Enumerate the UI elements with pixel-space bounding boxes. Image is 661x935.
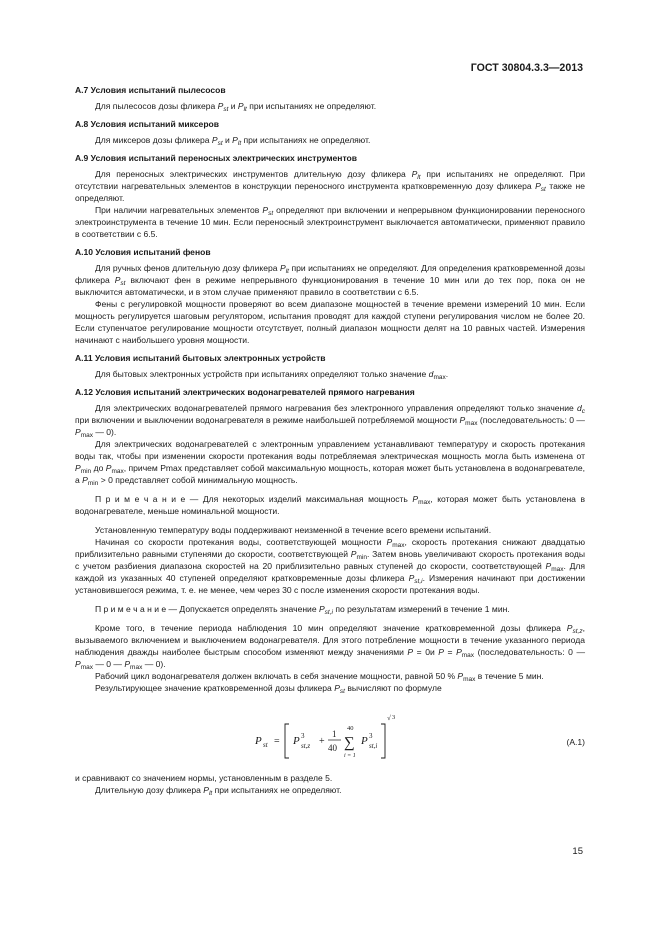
formula-equals: = xyxy=(274,736,280,747)
section-a7-text: Для пылесосов дозы фликера $P_{st}$ и $P_{lt}$ при испытаниях не определяют. xyxy=(95,101,377,113)
formula-graphic xyxy=(75,702,585,772)
formula-term2-sub: st,i xyxy=(369,742,378,750)
formula-sum-lower: i = 1 xyxy=(344,753,356,759)
section-a12-para-2: Для электрических водонагревателей с электронным управлением устанавливают температуру и скорость протекания воды так, чтобы при изменении скорости протекания воды потребляемая электрическая мощность могла быть изменена от $P_{min}$ до $P_{max}$, причем Pmax представляет собой максимальную мощность, которая может быть установлена в водонагревателе, а $P_{min} > 0$ представляет собой минимальную мощность. xyxy=(75,439,585,487)
section-a11-heading: А.11 Условия испытаний бытовых электронных устройств xyxy=(75,353,326,363)
formula-plus: + xyxy=(319,736,325,747)
formula-frac-num: 1 xyxy=(332,729,337,739)
note-1: П р и м е ч а н и е — Для некоторых изделий максимальная мощность $P_{max}$, которая может быть установлена в водонагревателе, меньше номинальной мощности. xyxy=(75,494,585,516)
formula-a1 xyxy=(75,702,585,772)
note-2: П р и м е ч а н и е — Допускается определять значение $P_{st,i}$ по результатам измерений в течение 1 мин. xyxy=(95,604,510,616)
formula-term2-pow: 3 xyxy=(369,732,373,740)
formula-left-bracket xyxy=(285,724,289,758)
formula-term2-p: P xyxy=(361,735,368,747)
section-a11-text: Для бытовых электронных устройств при испытаниях определяют только значение $d_{max}$. xyxy=(95,369,449,381)
section-a7-heading: А.7 Условия испытаний пылесосов xyxy=(75,85,226,95)
section-a8-heading: А.8 Условия испытаний миксеров xyxy=(75,119,220,129)
section-a12-para-4: Начиная со скорости протекания воды, соответствующей мощности $P_{max}$, скорость протекания снижают двадцатью приблизительно равными ступенями до скорости, соответствующей $P_{min}$. Затем вновь увеличивают скорость протекания воды с учетом разбиения диапазона скоростей на 20 приблизительно равных ступеней до скорости, соответствующей $P_{max}$. Для каждой из указанных 40 ступеней определяют кратковременные дозы фликера $P_{st,i}$. Измерения начинают при достижении установившегося режима, т. е. не менее, чем через 30 с после изменения скорости протекания воды. xyxy=(75,537,586,595)
page-content xyxy=(75,80,585,796)
formula-sigma: ∑ xyxy=(344,735,355,751)
section-a12-para-5: Кроме того, в течение периода наблюдения 10 мин определяют значение кратковременной дозы фликера $P_{st,z}$, вызываемого включением и выключением водонагревателя. Для этого потребление мощности в течение указанного периода наблюдения дважды наиболее быстрым способом изменяют между значениями P = 0и $P = P_{max}$ (последовательность: 0 — $P_{max}$ — 0 — $P_{max}$ — 0). xyxy=(75,623,585,671)
page-number: 15 xyxy=(572,846,583,857)
section-a12-para-6: Рабочий цикл водонагревателя должен включать в себя значение мощности, равной 50 % $P_{max}$ в течение 5 мин. xyxy=(95,671,544,683)
section-a12-para-1: Для электрических водонагревателей прямого нагревания без электронного управления определяют только значение $d_c$ при включении и выключении водонагревателя в режиме наибольшей потребляемой мощности $P_{max}$ (последовательность: 0 — $P_{max}$ — 0). xyxy=(75,403,585,439)
section-a10-heading: А.10 Условия испытаний фенов xyxy=(75,247,211,257)
standard-header: ГОСТ 30804.3.3—2013 xyxy=(470,62,583,74)
section-a12-para-9: Длительную дозу фликера $P_{lt}$ при испытаниях не определяют. xyxy=(95,785,342,797)
formula-number: (А.1) xyxy=(566,737,585,747)
formula-term1-p: P xyxy=(293,735,300,747)
formula-root-index: 3 xyxy=(392,714,396,721)
section-a10-para-2: Фены с регулировкой мощности проверяют во всем диапазоне мощностей в течение времени измерений 10 мин. Если мощность регулируется шаговым регулятором, испытания проводят для каждой ступени регулирования числом не более 20. Если ступенчатое регулирование мощности отсутствует, полный диапазон мощности делят на 10 равных частей. Измерения начинают с наибольшего уровня мощности. xyxy=(75,299,585,345)
section-a12-para-3: Установленную температуру воды поддерживают неизменной в течение всего времени испытаний. xyxy=(95,525,492,535)
formula-term1-pow: 3 xyxy=(301,732,305,740)
formula-lhs-sub: st xyxy=(263,741,268,749)
formula-right-bracket xyxy=(381,724,385,758)
section-a12-para-8: и сравнивают со значением нормы, установленным в разделе 5. xyxy=(75,773,333,783)
section-a9-para-2: При наличии нагревательных элементов $P_{st}$ определяют при включении и непрерывном функционировании переносного электроинструмента в течение 10 мин. Если переносный электроинструмент выключается автоматически, применяют правило в соответствии с 6.5. xyxy=(75,205,585,239)
section-a9-heading: А.9 Условия испытаний переносных электрических инструментов xyxy=(75,153,357,163)
section-a8-text: Для миксеров дозы фликера $P_{st}$ и $P_{lt}$ при испытаниях не определяют. xyxy=(95,135,371,147)
formula-lhs-p: P xyxy=(255,735,262,747)
section-a12-para-7: Результирующее значение кратковременной дозы фликера $P_{st}$ вычисляют по формуле xyxy=(95,683,442,695)
formula-frac-den: 40 xyxy=(328,743,337,753)
section-a9-para-1: Для переносных электрических инструментов длительную дозу фликера $P_{lt}$ при испытаниях не определяют. При отсутствии нагревательных элементов в конструкции переносного инструмента кратковременную дозу фликера $P_{st}$ также не определяют. xyxy=(75,169,586,203)
section-a12-heading: А.12 Условия испытаний электрических водонагревателей прямого нагревания xyxy=(75,387,415,397)
section-a10-para-1: Для ручных фенов длительную дозу фликера $P_{lt}$ при испытаниях не определяют. Для определения кратковременной дозы фликера $P_{st}$ включают фен в режиме непрерывного функционирования в течение 10 мин или до тех пор, пока он не выключится автоматически, и в этом случае применяют правило в соответствии с 6.5. xyxy=(75,263,586,297)
formula-root-sign: √ xyxy=(387,714,391,722)
formula-term1-sub: st,z xyxy=(301,742,311,750)
formula-sum-upper: 40 xyxy=(347,725,354,732)
